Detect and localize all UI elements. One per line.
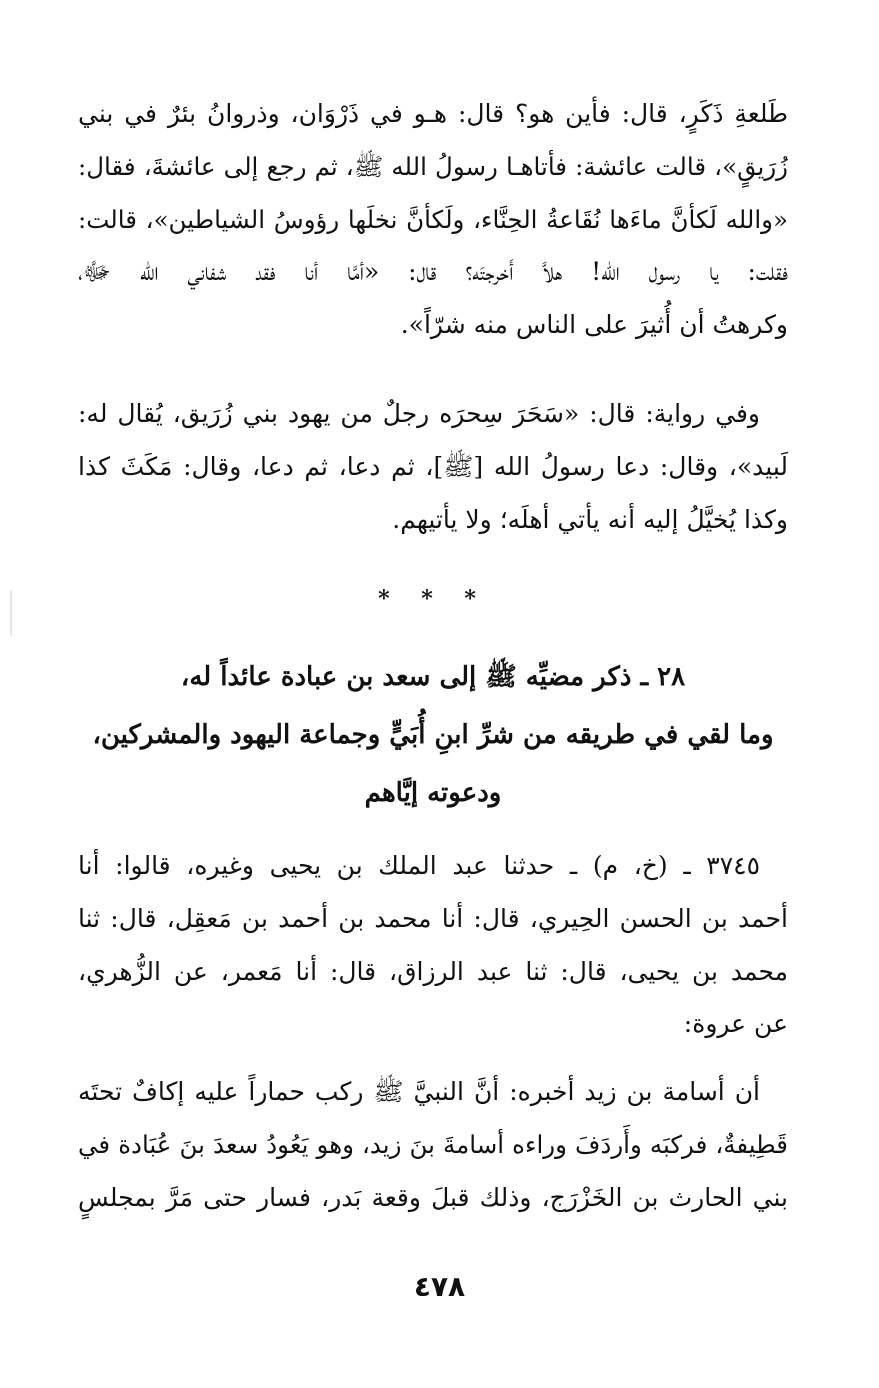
text-line: ٣٧٤٥ ـ (خ، م) ـ حدثنا عبد الملك بن يحيى وغيره، قالوا: أنا [78, 851, 760, 880]
text-line: فقلت: يا رسول الله! هلاَّ أَخرجتَه؟ قال: «أمَّا أنا فقد شفاني الله ﷻ، [78, 257, 788, 287]
text-line: وكذا يُخيَّلُ إليه أنه يأتي أهلَه؛ ولا يأتيهم. [392, 504, 788, 534]
text-line: أحمد بن الحسن الحِيري، قال: أنا محمد بن أحمد بن مَعقِل، قال: ثنا [78, 903, 788, 933]
heading-line-2: وما لقي في طريقه من شرِّ ابنِ أُبَيٍّ وجماعة اليهود والمشركين، [92, 720, 774, 750]
text-line: عن عروة: [683, 1009, 788, 1039]
text-line: بني الحارث بن الخَزْرَج، وذلك قبلَ وقعة بَدر، فسار حتى مَرَّ بمجلسٍ [78, 1182, 788, 1212]
chapter-heading [78, 648, 788, 822]
text-line: زُرَيقٍ»، قالت عائشة: فأتاهـا رسولُ الله ﷺ، ثم رجع إلى عائشةَ، فقال: [78, 151, 788, 181]
heading-line-3: ودعوته إيَّاهم [364, 778, 502, 808]
text-line: وكرهتُ أن أُثيرَ على الناس منه شرّاً». [400, 310, 788, 340]
paragraph-riwaya [78, 388, 788, 546]
paragraph-isnad [78, 840, 788, 1051]
paragraph-matn [78, 1066, 788, 1224]
page-number: ٤٧٨ [413, 1270, 466, 1303]
text-line: محمد بن يحيى، قال: ثنا عبد الرزاق، قال: أنا مَعمر، عن الزُّهري، [78, 956, 788, 986]
scan-margin-mark [10, 590, 12, 636]
text-line: لَبيد»، وقال: دعا رسولُ الله [ﷺ]، ثم دعا، ثم دعا، وقال: مَكَثَ كذا [78, 451, 788, 481]
text-line: قَطِيفةٌ، فركبَه وأَردَفَ وراءه أسامةَ بنَ زيد، وهو يَعُودُ سعدَ بنَ عُبَادة في [78, 1129, 788, 1159]
heading-line-1: ٢٨ ـ ذكر مضيِّه ﷺ إلى سعد بن عبادة عائداً له، [180, 662, 686, 692]
text-line: أن أسامة بن زيد أخبره: أنَّ النبيَّ ﷺ ركب حماراً عليه إكافٌ تحتَه [78, 1077, 760, 1106]
text-line: وفي رواية: قال: «سَحَرَ سِحرَه رجلٌ من يهود بني زُرَيق، يُقال له: [78, 399, 760, 428]
paragraph-hadith-continuation [78, 88, 788, 352]
text-line: طَلعةِ ذَكَرٍ، قال: فأين هو؟ قال: هـو في ذَرْوَان، وذروانُ بئرٌ في بني [78, 99, 788, 128]
section-separator: * * * [378, 586, 488, 612]
text-line: «والله لَكأنَّ ماءَها نُقَاعةُ الحِنَّاء، ولَكأنَّ نخلَها رؤوسُ الشياطين»، قالت: [78, 204, 788, 234]
